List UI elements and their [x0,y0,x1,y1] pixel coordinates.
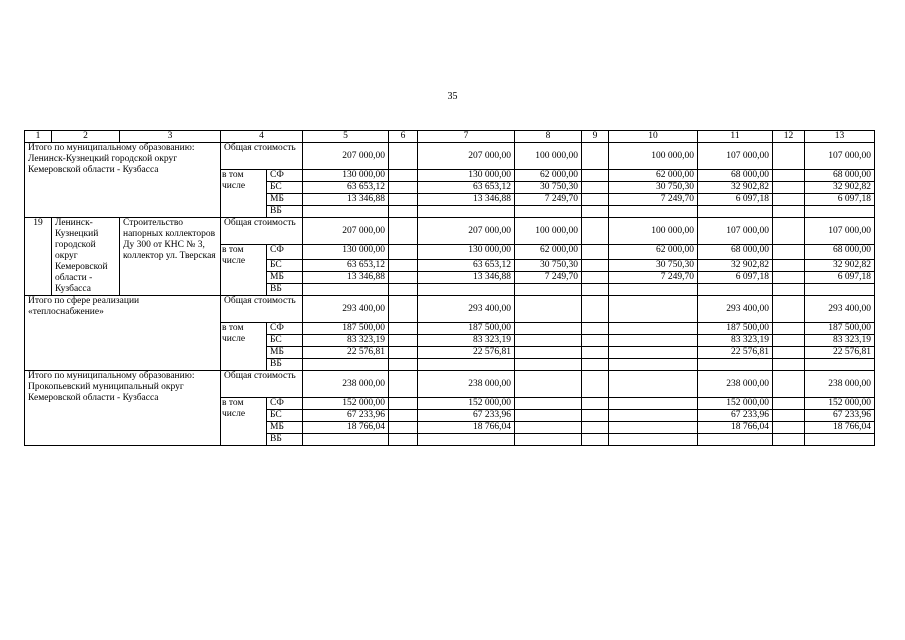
amount-cell [773,296,805,323]
amount-cell [609,359,698,371]
amount-cell: 30 750,30 [609,260,698,272]
fund-code: МБ [267,422,303,434]
fund-code: СФ [267,245,303,260]
header-row [25,131,875,143]
including-label: в том числе [221,398,267,446]
amount-cell [805,359,875,371]
amount-cell [582,296,609,323]
amount-cell [389,245,418,260]
amount-cell: 6 097,18 [698,194,773,206]
column-number: 8 [515,131,582,143]
including-label: в том числе [221,170,267,218]
amount-cell [582,410,609,422]
fund-code: МБ [267,272,303,284]
amount-cell [773,398,805,410]
section-title: Итого по сфере реализации «теплоснабжение» [25,296,221,371]
amount-cell [773,206,805,218]
fund-code: СФ [267,398,303,410]
column-number: 13 [805,131,875,143]
amount-cell: 207 000,00 [418,218,515,245]
total-cost-row [25,296,875,323]
amount-cell [389,371,418,398]
amount-cell [773,260,805,272]
amount-cell [515,347,582,359]
amount-cell: 67 233,96 [418,410,515,422]
amount-cell [609,434,698,446]
amount-cell: 107 000,00 [698,218,773,245]
amount-cell [389,143,418,170]
amount-cell: 187 500,00 [303,323,389,335]
amount-cell: 152 000,00 [418,398,515,410]
amount-cell [389,284,418,296]
amount-cell [515,371,582,398]
amount-cell [582,245,609,260]
amount-cell [582,170,609,182]
amount-cell [389,359,418,371]
amount-cell: 187 500,00 [418,323,515,335]
amount-cell: 207 000,00 [303,218,389,245]
amount-cell [609,410,698,422]
column-number: 9 [582,131,609,143]
amount-cell [609,335,698,347]
amount-cell: 18 766,04 [418,422,515,434]
amount-cell [418,284,515,296]
amount-cell: 22 576,81 [418,347,515,359]
amount-cell [515,335,582,347]
fund-code: МБ [267,347,303,359]
amount-cell [582,206,609,218]
amount-cell [389,194,418,206]
amount-cell: 100 000,00 [515,143,582,170]
amount-cell: 107 000,00 [698,143,773,170]
amount-cell [582,272,609,284]
amount-cell: 68 000,00 [805,245,875,260]
amount-cell [582,323,609,335]
amount-cell [773,170,805,182]
amount-cell [582,398,609,410]
amount-cell [389,272,418,284]
amount-cell: 83 323,19 [698,335,773,347]
amount-cell [303,206,389,218]
amount-cell: 62 000,00 [609,245,698,260]
total-cost-row [25,218,875,245]
amount-cell: 187 500,00 [805,323,875,335]
amount-cell [773,359,805,371]
amount-cell: 22 576,81 [698,347,773,359]
amount-cell [582,182,609,194]
amount-cell: 63 653,12 [303,182,389,194]
column-number: 1 [25,131,52,143]
amount-cell [582,218,609,245]
amount-cell: 130 000,00 [303,170,389,182]
amount-cell [515,422,582,434]
amount-cell: 68 000,00 [698,245,773,260]
total-cost-row [25,143,875,170]
including-label: в том числе [221,323,267,371]
amount-cell: 68 000,00 [805,170,875,182]
amount-cell: 293 400,00 [418,296,515,323]
amount-cell [805,284,875,296]
amount-cell: 22 576,81 [805,347,875,359]
amount-cell [698,434,773,446]
amount-cell [582,284,609,296]
amount-cell [698,359,773,371]
fund-code: БС [267,260,303,272]
amount-cell: 207 000,00 [303,143,389,170]
amount-cell [773,335,805,347]
amount-cell: 83 323,19 [418,335,515,347]
amount-cell [389,398,418,410]
amount-cell: 7 249,70 [515,272,582,284]
amount-cell: 107 000,00 [805,143,875,170]
amount-cell [389,347,418,359]
fund-code: БС [267,410,303,422]
budget-table [24,130,875,446]
amount-cell [389,422,418,434]
fund-code: ВБ [267,359,303,371]
amount-cell [773,182,805,194]
amount-cell: 238 000,00 [303,371,389,398]
amount-cell [609,284,698,296]
amount-cell [698,284,773,296]
amount-cell [609,398,698,410]
amount-cell [773,218,805,245]
amount-cell [389,260,418,272]
amount-cell [582,335,609,347]
amount-cell: 100 000,00 [609,143,698,170]
amount-cell [515,296,582,323]
amount-cell: 18 766,04 [303,422,389,434]
amount-cell [389,182,418,194]
column-number: 11 [698,131,773,143]
amount-cell [609,206,698,218]
amount-cell: 83 323,19 [303,335,389,347]
fund-code: ВБ [267,206,303,218]
amount-cell: 152 000,00 [303,398,389,410]
amount-cell [773,245,805,260]
column-number: 10 [609,131,698,143]
amount-cell [609,347,698,359]
amount-cell: 7 249,70 [609,194,698,206]
amount-cell [303,284,389,296]
total-cost-label: Общая стоимость [221,218,303,245]
amount-cell [582,434,609,446]
amount-cell: 13 346,88 [303,194,389,206]
amount-cell: 30 750,30 [515,182,582,194]
amount-cell: 7 249,70 [515,194,582,206]
amount-cell [582,359,609,371]
amount-cell [515,359,582,371]
column-number: 2 [52,131,120,143]
amount-cell [515,434,582,446]
fund-code: МБ [267,194,303,206]
amount-cell: 152 000,00 [805,398,875,410]
amount-cell [515,284,582,296]
amount-cell [418,206,515,218]
amount-cell [303,359,389,371]
amount-cell [773,410,805,422]
row-number: 19 [25,218,52,296]
amount-cell: 100 000,00 [515,218,582,245]
amount-cell [773,347,805,359]
amount-cell [609,371,698,398]
amount-cell [582,371,609,398]
amount-cell: 13 346,88 [418,272,515,284]
column-number: 6 [389,131,418,143]
page-number: 35 [447,91,458,102]
amount-cell: 293 400,00 [303,296,389,323]
fund-code: ВБ [267,284,303,296]
amount-cell [773,143,805,170]
amount-cell [389,434,418,446]
total-cost-label: Общая стоимость [221,371,303,398]
column-number: 5 [303,131,389,143]
amount-cell: 238 000,00 [698,371,773,398]
amount-cell [389,170,418,182]
amount-cell [389,218,418,245]
amount-cell [698,206,773,218]
amount-cell: 18 766,04 [805,422,875,434]
amount-cell: 62 000,00 [515,245,582,260]
amount-cell [582,422,609,434]
amount-cell: 238 000,00 [805,371,875,398]
amount-cell [515,206,582,218]
amount-cell [515,323,582,335]
amount-cell: 63 653,12 [418,260,515,272]
amount-cell: 187 500,00 [698,323,773,335]
total-cost-label: Общая стоимость [221,296,303,323]
amount-cell [389,323,418,335]
amount-cell: 6 097,18 [805,272,875,284]
amount-cell: 293 400,00 [698,296,773,323]
amount-cell [303,434,389,446]
fund-code: СФ [267,170,303,182]
amount-cell: 13 346,88 [418,194,515,206]
amount-cell: 68 000,00 [698,170,773,182]
amount-cell: 32 902,82 [698,260,773,272]
amount-cell: 67 233,96 [805,410,875,422]
amount-cell: 130 000,00 [418,245,515,260]
amount-cell: 67 233,96 [303,410,389,422]
amount-cell: 63 653,12 [303,260,389,272]
column-number: 7 [418,131,515,143]
total-cost-row [25,371,875,398]
amount-cell [418,434,515,446]
amount-cell [773,371,805,398]
amount-cell [582,260,609,272]
amount-cell [609,323,698,335]
amount-cell [582,347,609,359]
amount-cell: 207 000,00 [418,143,515,170]
amount-cell: 30 750,30 [515,260,582,272]
amount-cell: 22 576,81 [303,347,389,359]
amount-cell: 32 902,82 [805,182,875,194]
amount-cell: 32 902,82 [698,182,773,194]
amount-cell [805,434,875,446]
amount-cell [389,296,418,323]
column-number: 3 [120,131,221,143]
amount-cell: 13 346,88 [303,272,389,284]
amount-cell: 293 400,00 [805,296,875,323]
amount-cell [773,194,805,206]
fund-code: БС [267,182,303,194]
amount-cell [609,422,698,434]
amount-cell [773,323,805,335]
amount-cell: 30 750,30 [609,182,698,194]
amount-cell: 32 902,82 [805,260,875,272]
amount-cell [805,206,875,218]
amount-cell [773,434,805,446]
amount-cell [609,296,698,323]
amount-cell: 83 323,19 [805,335,875,347]
amount-cell [773,284,805,296]
column-number: 12 [773,131,805,143]
amount-cell [773,422,805,434]
section-title: Итого по муниципальному образованию: Ленинск-Кузнецкий городской округ Кемеровской области - Кузбасса [25,143,221,218]
amount-cell [515,398,582,410]
amount-cell [389,206,418,218]
including-label: в том числе [221,245,267,296]
municipality-name: Ленинск-Кузнецкий городской округ Кемеровской области - Кузбасса [52,218,120,296]
amount-cell: 7 249,70 [609,272,698,284]
amount-cell: 130 000,00 [418,170,515,182]
amount-cell: 6 097,18 [698,272,773,284]
total-cost-label: Общая стоимость [221,143,303,170]
amount-cell [418,359,515,371]
amount-cell: 63 653,12 [418,182,515,194]
amount-cell: 238 000,00 [418,371,515,398]
amount-cell: 6 097,18 [805,194,875,206]
amount-cell: 18 766,04 [698,422,773,434]
object-name: Строительство напорных коллекторов Ду 300 от КНС № 3, коллектор ул. Тверская [120,218,221,296]
amount-cell [773,272,805,284]
column-number: 4 [221,131,303,143]
amount-cell: 152 000,00 [698,398,773,410]
amount-cell: 107 000,00 [805,218,875,245]
amount-cell [582,194,609,206]
amount-cell: 62 000,00 [515,170,582,182]
section-title: Итого по муниципальному образованию: Прокопьевский муниципальный округ Кемеровской области - Кузбасса [25,371,221,446]
fund-code: ВБ [267,434,303,446]
amount-cell: 130 000,00 [303,245,389,260]
fund-code: СФ [267,323,303,335]
amount-cell: 100 000,00 [609,218,698,245]
amount-cell [389,335,418,347]
amount-cell: 62 000,00 [609,170,698,182]
fund-code: БС [267,335,303,347]
amount-cell [515,410,582,422]
amount-cell: 67 233,96 [698,410,773,422]
amount-cell [389,410,418,422]
amount-cell [582,143,609,170]
